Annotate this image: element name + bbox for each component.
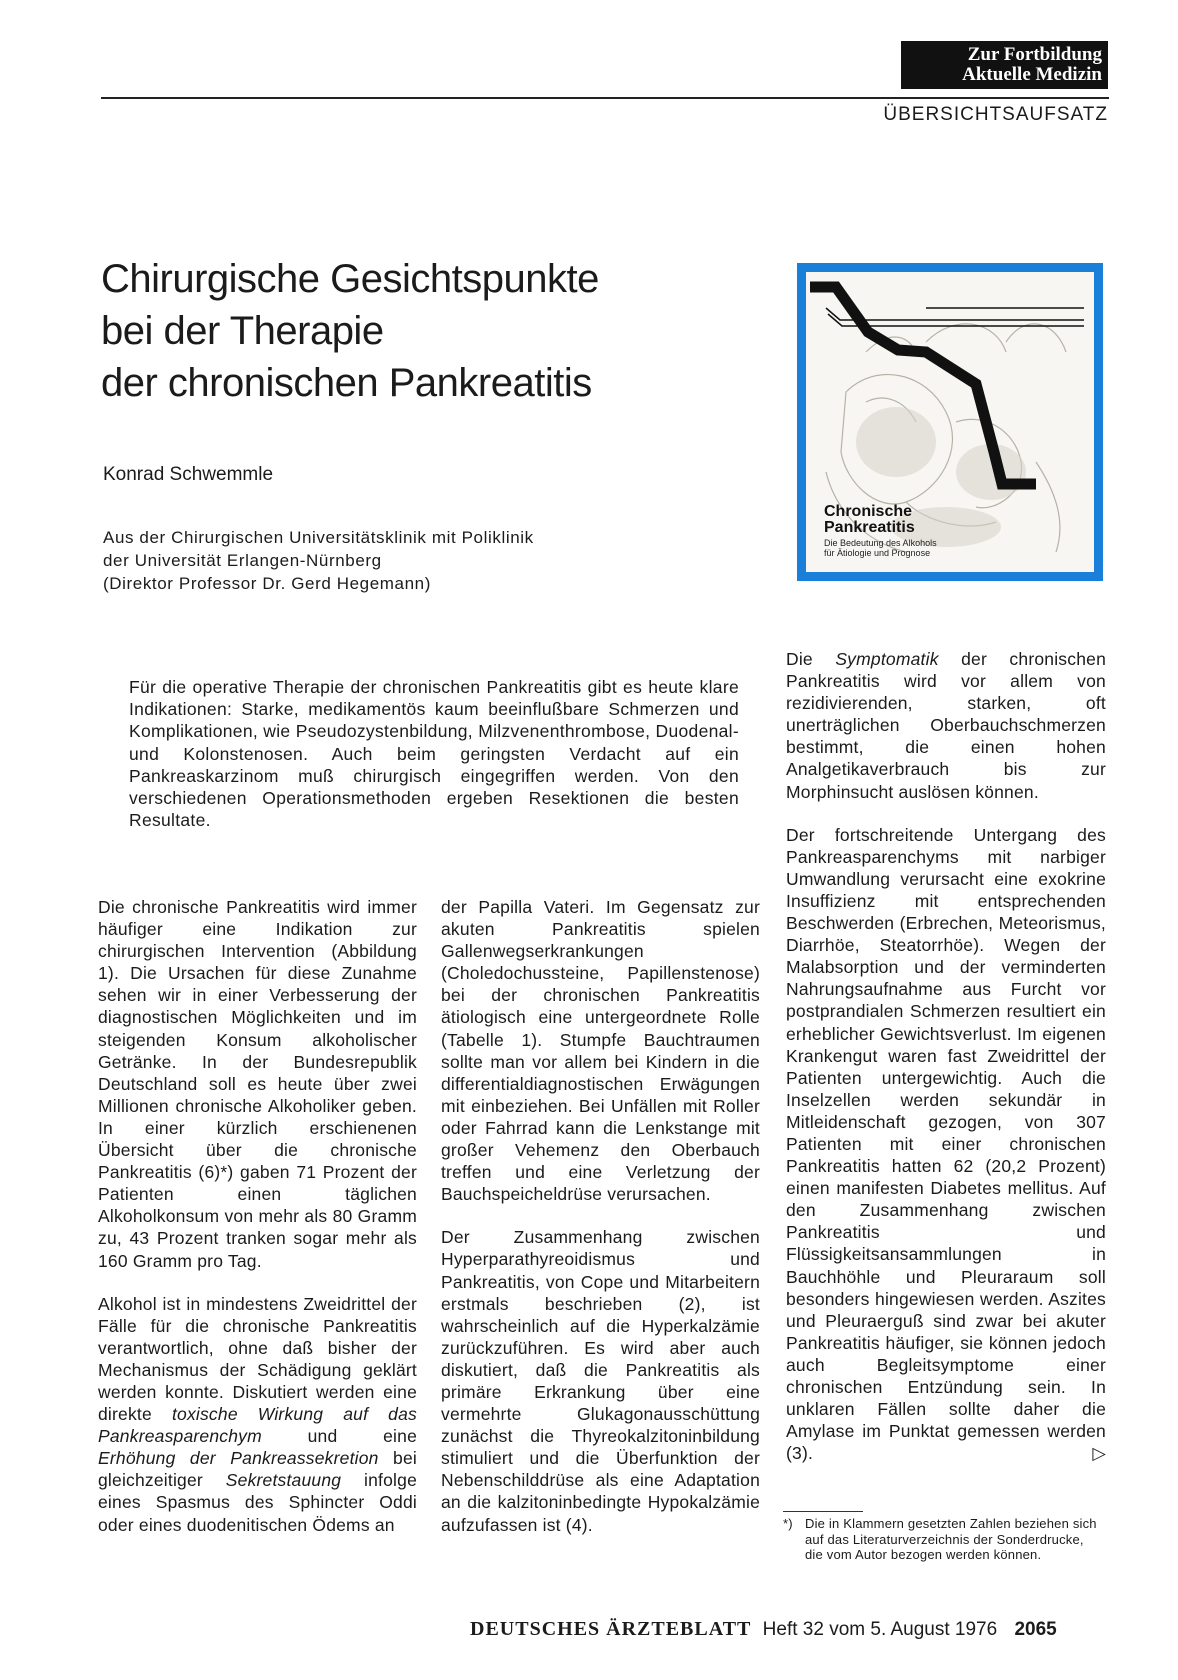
cover-title-line-1: Chronische <box>824 503 913 520</box>
text-run: bei gleichzeitiger <box>98 1448 417 1491</box>
text-run: der chronischen Pankreatitis wird vor allem von rezidivierenden, starken, oft unerträglichen Oberbauchschmerzen bestimmt, die einen hohen Analgetikaverbrauch bis zur Morphinsucht auslösen können. <box>786 649 1106 802</box>
badge-line-2: Aktuelle Medizin <box>962 64 1102 85</box>
body-column-2 <box>441 896 760 1557</box>
cover-subtitle-line-1: Die Bedeutung des Alkohols <box>824 538 937 548</box>
emphasis: Symptomatik <box>835 649 939 669</box>
abstract: Für die operative Therapie der chronischen Pankreatitis gibt es heute klare Indikationen: Starke, medikamentös kaum beeinflußbare Schmerzen und Komplikationen, wie Pseudozystenbildung, Milzvenenthrombose, Duodenal- und Kolonstenosen. Auch beim geringsten Verdacht auf ein Pankreaskarzinom muß chirurgisch eingegriffen werden. Von den verschiedenen Operationsmethoden ergeben Resektionen die besten Resultate. <box>129 677 739 831</box>
header-rule <box>101 97 1109 99</box>
paragraph <box>786 824 1106 1465</box>
cover-image-inner <box>806 272 1094 572</box>
emphasis: Sekretstauung <box>225 1470 342 1491</box>
journal-name: DEUTSCHES ÄRZTEBLATT <box>470 1618 752 1640</box>
affiliation-line-3: (Direktor Professor Dr. Gerd Hegemann) <box>103 574 431 593</box>
paragraph: Die chronische Pankreatitis wird immer häufiger eine Indikation zur chirurgischen Intervention (Abbildung 1). Die Ursachen für diese Zunahme sehen wir in einer Verbesserung der diagnostischen Möglichkeiten und im steigenden Konsum alkoholischer Getränke. In der Bundesrepublik Deutschland soll es heute über zwei Millionen chronische Alkoholiker geben. In einer kürzlich erschienenen Übersicht über die chronische Pankreatitis (6)*) gaben 71 Prozent der Patienten einen täglichen Alkoholkonsum von mehr als 80 Gramm zu, 43 Prozent tranken sogar mehr als 160 Gramm pro Tag. <box>98 897 417 1271</box>
article-title <box>101 253 741 409</box>
cover-subtitle <box>824 538 937 558</box>
continue-arrow-icon: ▷ <box>1092 1443 1106 1464</box>
text-run: Der fortschreitende Untergang des Pankreasparenchyms mit narbiger Umwandlung verursacht eine exokrine Insuffizienz mit entsprechenden Beschwerden (Erbrechen, Meteorismus, Diarrhöe, Steatorrhöe). Wegen der Malabsorption und der verminderten Nahrungsaufnahme aus Furcht vor postprandialen Schmerzen resultiert ein erheblicher Gewichtsverlust. Im eigenen Krankengut waren fast Zweidrittel der Patienten untergewichtig. Auch die Inselzellen werden sekundär in Mitleidenschaft gezogen, von 307 Patienten mit einer chronischen Pankreatitis hatten 62 (20,2 Prozent) einen manifesten Diabetes mellitus. Auf den Zusammenhang zwischen Pankreatitis und Flüssigkeitsansammlungen in Bauchhöhle und Pleuraraum soll besonders hingewiesen werden. Aszites und Pleuraerguß sind zwar bei akuter Pankreatitis häufiger, sie können jedoch auch Begleitsymptome einer chronischen Entzündung sein. In unklaren Fällen sollte daher die Amylase im Punktat gemessen werden (3). <box>786 824 1106 1464</box>
text-run: Alkohol ist in mindestens Zweidrittel der Fälle für die chronische Pankreatitis verantwortlich, ohne daß bisher der Mechanismus der Schädigung geklärt werden konnte. Diskutiert werden eine direkte <box>98 1293 417 1425</box>
text-run: infolge eines Spasmus des Sphincter Oddi oder eines duodenitischen Ödems an <box>98 1470 418 1535</box>
footnote-marker: *) <box>783 1516 793 1531</box>
body-column-3 <box>786 648 1106 1485</box>
title-line-2: bei der Therapie <box>101 309 384 353</box>
cover-title <box>824 504 915 536</box>
author: Konrad Schwemmle <box>103 464 274 485</box>
footnote-text: Die in Klammern gesetzten Zahlen beziehen sich auf das Literaturverzeichnis der Sonderdrucke, die vom Autor bezogen werden können. <box>805 1516 1097 1562</box>
affiliation <box>103 526 534 595</box>
section-label: ÜBERSICHTSAUFSATZ <box>883 104 1108 125</box>
footnote <box>783 1516 1105 1563</box>
section-badge <box>901 41 1108 89</box>
cover-subtitle-line-2: für Ätiologie und Prognose <box>824 548 931 558</box>
cover-title-line-2: Pankreatitis <box>824 519 915 536</box>
cover-image <box>797 263 1103 581</box>
text-run: Die <box>786 649 836 669</box>
affiliation-line-1: Aus der Chirurgischen Universitätsklinik mit Poliklinik <box>103 528 534 547</box>
emphasis: Erhöhung der Pankreassekretion <box>98 1448 379 1469</box>
paragraph: der Papilla Vateri. Im Gegensatz zur akuten Pankreatitis spielen Gallenwegserkrankungen (Choledochussteine, Papillenstenose) bei der chronischen Pankreatitis ätiologisch eine untergeordnete Rolle (Tabelle 1). Stumpfe Bauchtraumen sollte man vor allem bei Kindern in die differentialdiagnostischen Erwägungen mit einbeziehen. Bei Unfällen mit Roller oder Fahrrad kann die Lenkstange mit großer Vehemenz den Oberbauch treffen und eine Verletzung der Bauchspeicheldrüse verursachen. <box>441 897 760 1205</box>
page-number: 2065 <box>1014 1619 1057 1640</box>
text-run: und eine <box>261 1426 417 1447</box>
issue-info: Heft 32 vom 5. August 1976 <box>762 1619 998 1640</box>
title-line-1: Chirurgische Gesichtspunkte <box>101 257 599 301</box>
body-column-1 <box>98 896 417 1557</box>
emphasis: toxische Wirkung auf das Pankreasparenchym <box>98 1404 417 1447</box>
paragraph <box>786 648 1106 803</box>
paragraph <box>98 1293 417 1536</box>
page-footer <box>470 1618 1057 1641</box>
footnote-rule <box>783 1511 863 1512</box>
paragraph: Der Zusammenhang zwischen Hyperparathyreoidismus und Pankreatitis, von Cope und Mitarbeitern erstmals beschrieben (2), ist wahrscheinlich auf die Hyperkalzämie zurückzuführen. Es wird aber auch diskutiert, daß die Pankreatitis als primäre Erkrankung über eine vermehrte Glukagonausschüttung zunächst die Thyreokalzitoninbildung stimuliert und die Überfunktion der Nebenschilddrüse als eine Adaptation an die kalzitoninbedingte Hypokalzämie aufzufassen ist (4). <box>441 1227 760 1535</box>
badge-line-1: Zur Fortbildung <box>967 44 1102 65</box>
affiliation-line-2: der Universität Erlangen-Nürnberg <box>103 551 382 570</box>
title-line-3: der chronischen Pankreatitis <box>101 361 592 405</box>
